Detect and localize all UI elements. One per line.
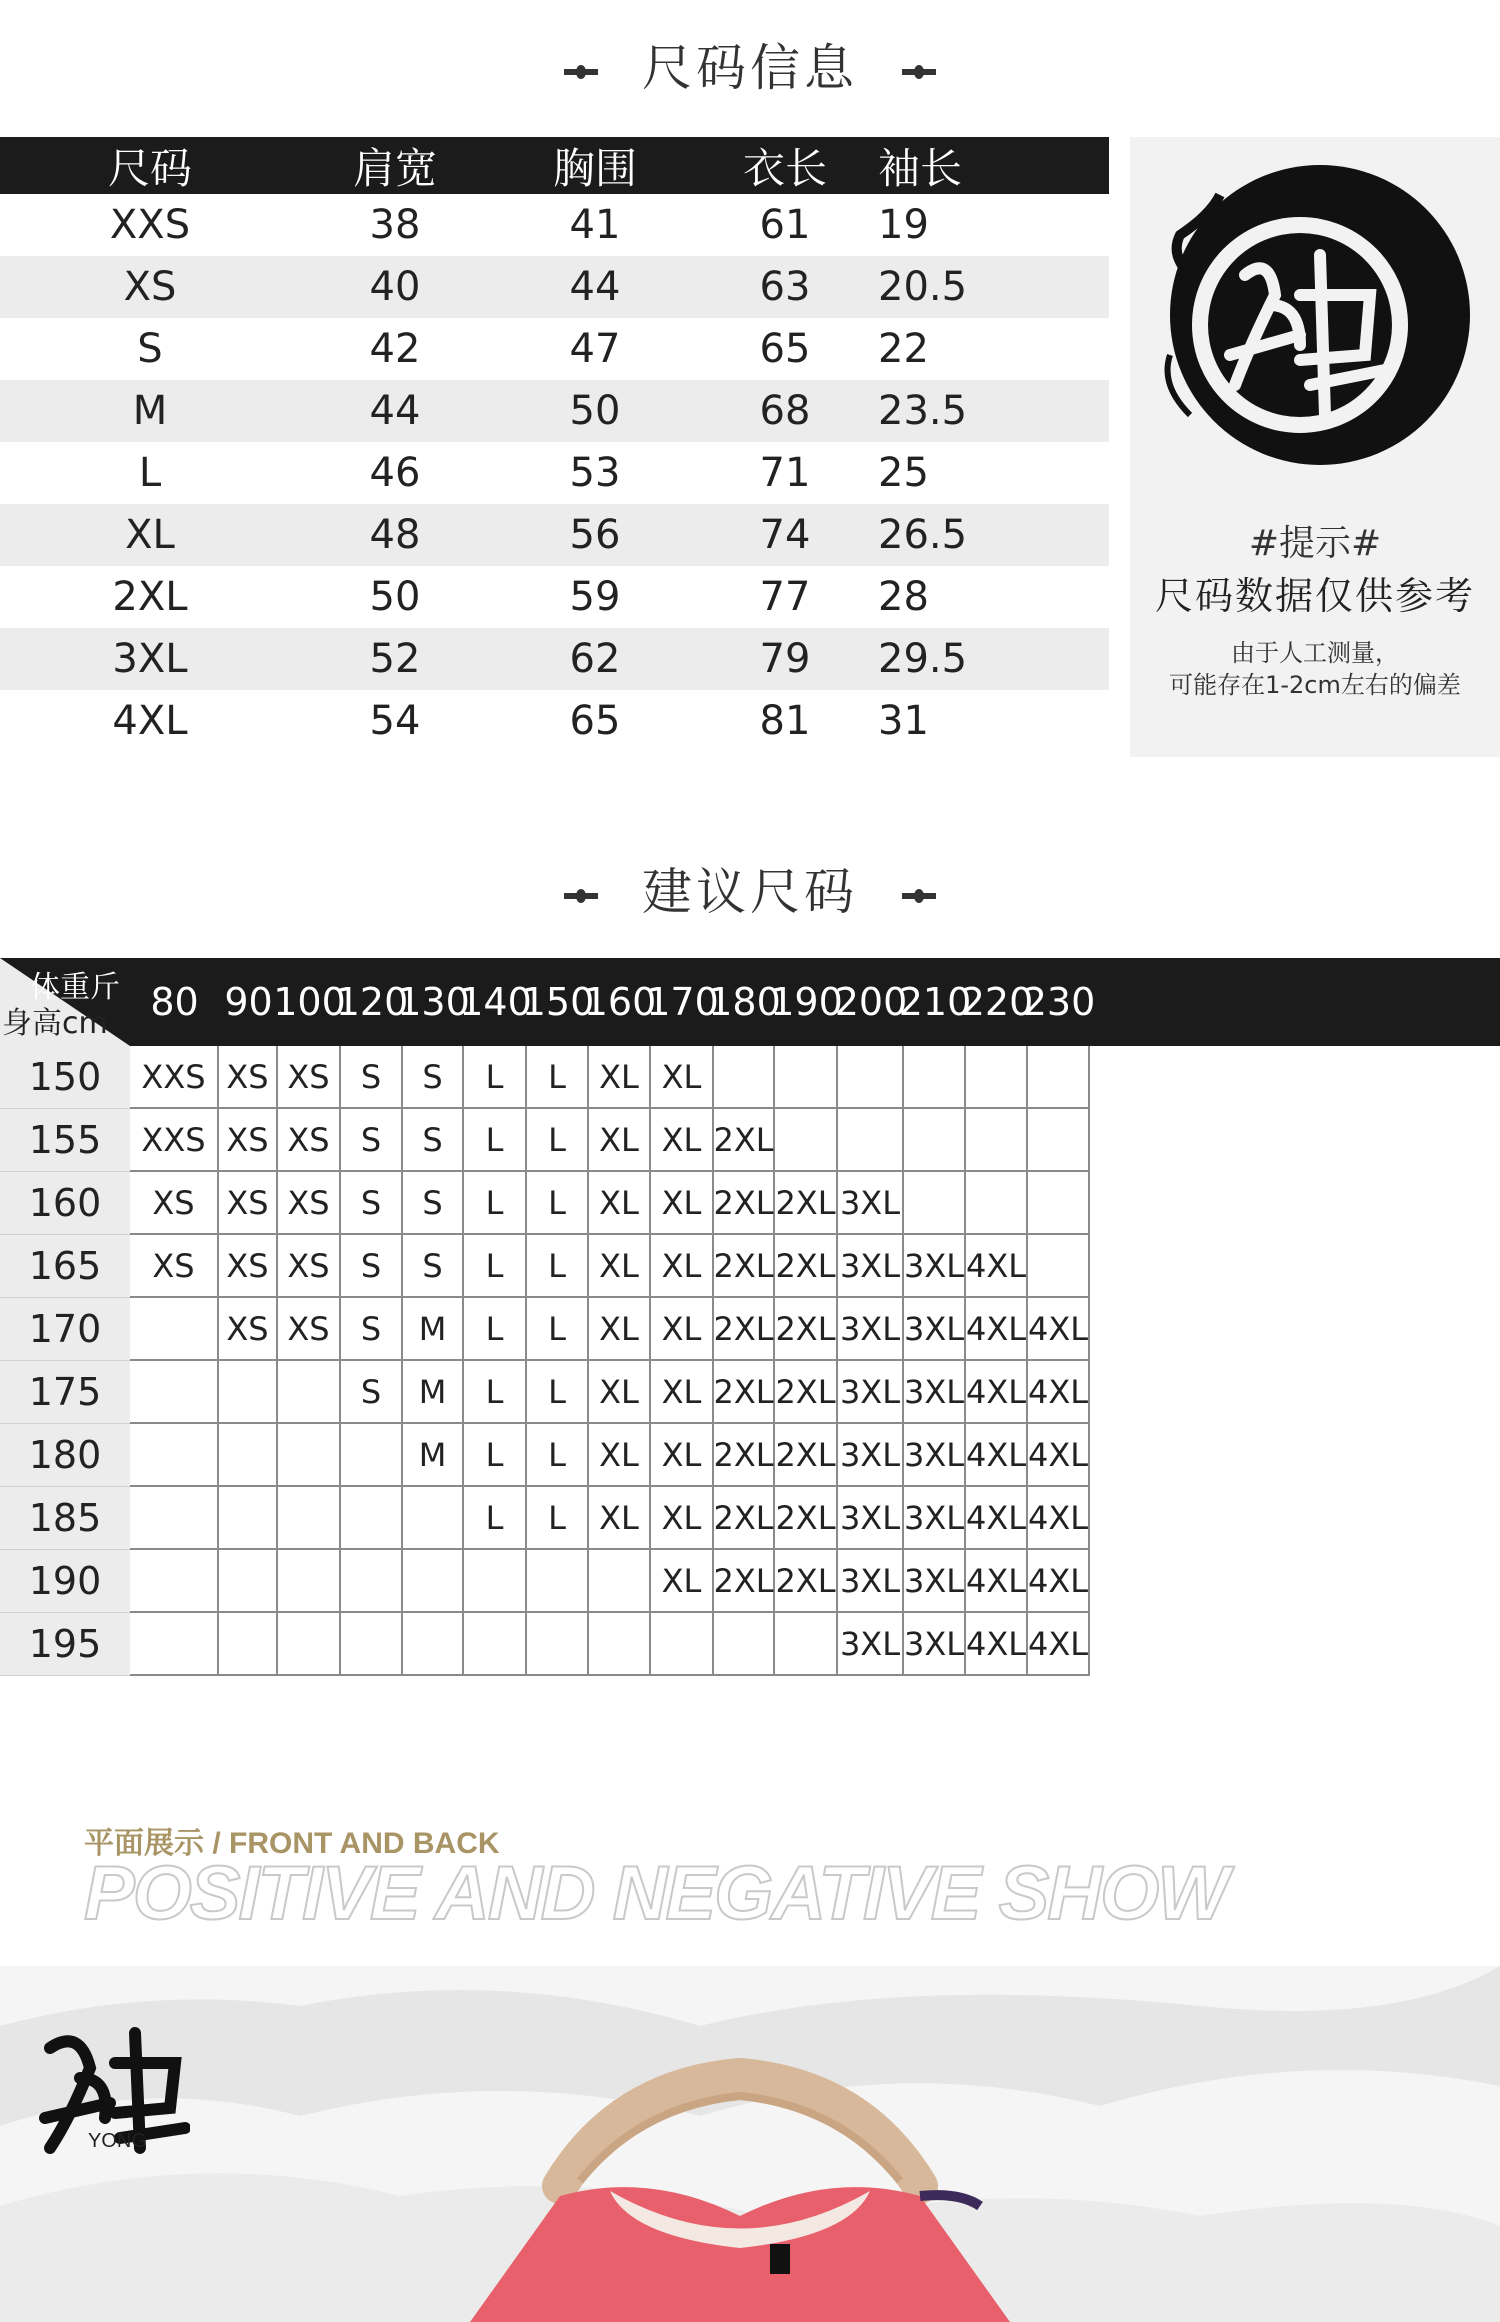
size-cell: 4XL <box>966 1550 1028 1613</box>
size-info-table <box>0 137 1109 752</box>
size-cell: XS <box>278 1109 341 1172</box>
corner-cell <box>0 958 130 1046</box>
size-cell: XL <box>589 1046 651 1109</box>
size-cell <box>904 1046 966 1109</box>
size-cell: L <box>464 1424 527 1487</box>
size-info-row <box>0 628 1109 690</box>
size-cell: 3XL <box>838 1613 904 1676</box>
heading-right-ornament <box>902 893 936 899</box>
recommend-row <box>0 1298 1500 1361</box>
size-cell: XL <box>589 1172 651 1235</box>
size-cell: XL <box>651 1361 714 1424</box>
size-cell: 4XL <box>966 1613 1028 1676</box>
cell-sleeve: 28 <box>878 574 929 620</box>
size-cell: S <box>341 1172 403 1235</box>
cell-sleeve: 23.5 <box>878 388 968 434</box>
heading-left-ornament <box>564 69 598 75</box>
size-cell: XL <box>651 1172 714 1235</box>
size-cell: M <box>403 1361 464 1424</box>
height-header: 165 <box>0 1235 130 1298</box>
cell-size: S <box>137 326 163 372</box>
size-cell: 2XL <box>714 1550 775 1613</box>
cell-length: 71 <box>759 450 811 496</box>
size-cell <box>527 1550 589 1613</box>
header-sleeve: 袖长 <box>878 143 963 193</box>
note-desc-line1: 由于人工测量， <box>1231 639 1399 667</box>
recommend-header-row <box>0 958 1500 1046</box>
size-cell: L <box>464 1298 527 1361</box>
size-cell <box>403 1550 464 1613</box>
size-cell <box>130 1550 219 1613</box>
size-cell <box>714 1613 775 1676</box>
height-header: 195 <box>0 1613 130 1676</box>
size-cell: 2XL <box>775 1298 838 1361</box>
size-info-row <box>0 690 1109 752</box>
size-cell: XL <box>651 1487 714 1550</box>
cell-length: 61 <box>759 202 811 248</box>
recommend-row <box>0 1235 1500 1298</box>
size-info-heading <box>0 28 1500 100</box>
size-cell: XS <box>219 1109 278 1172</box>
size-cell: 4XL <box>1028 1487 1090 1550</box>
size-cell <box>219 1361 278 1424</box>
size-cell: 3XL <box>904 1298 966 1361</box>
cell-shoulder: 50 <box>369 574 421 620</box>
heading-right-ornament <box>902 69 936 75</box>
note-title: #提示# <box>1248 523 1382 564</box>
weight-header: 90 <box>224 980 273 1024</box>
size-info-row <box>0 380 1109 442</box>
header-size: 尺码 <box>107 143 192 193</box>
cell-sleeve: 26.5 <box>878 512 968 558</box>
size-cell: XXS <box>130 1109 219 1172</box>
recommend-row <box>0 1109 1500 1172</box>
size-cell: 2XL <box>714 1235 775 1298</box>
size-cell: S <box>403 1046 464 1109</box>
recommend-row <box>0 1046 1500 1109</box>
size-cell <box>130 1361 219 1424</box>
cell-length: 77 <box>759 574 811 620</box>
size-cell: 3XL <box>838 1298 904 1361</box>
size-cell: XL <box>651 1298 714 1361</box>
size-cell: S <box>341 1298 403 1361</box>
cell-length: 65 <box>759 326 811 372</box>
size-cell: S <box>403 1172 464 1235</box>
cell-size: XL <box>125 512 175 558</box>
recommend-row <box>0 1613 1500 1676</box>
cell-length: 74 <box>759 512 811 558</box>
size-cell <box>219 1424 278 1487</box>
size-cell: 3XL <box>838 1172 904 1235</box>
size-cell: 2XL <box>775 1361 838 1424</box>
height-header: 155 <box>0 1109 130 1172</box>
cell-chest: 62 <box>569 636 621 682</box>
size-cell <box>278 1613 341 1676</box>
size-cell: L <box>527 1487 589 1550</box>
corner-height-label: 身高cm <box>2 1006 108 1041</box>
weight-header: 100 <box>273 980 346 1024</box>
size-info-row <box>0 318 1109 380</box>
cell-chest: 41 <box>569 202 621 248</box>
size-cell <box>775 1046 838 1109</box>
size-cell <box>775 1109 838 1172</box>
weight-header: 170 <box>646 980 719 1024</box>
recommend-heading <box>0 852 1500 924</box>
size-info-row <box>0 256 1109 318</box>
size-cell <box>1028 1109 1090 1172</box>
size-cell <box>714 1046 775 1109</box>
size-cell: 4XL <box>1028 1361 1090 1424</box>
recommend-body <box>0 1046 1500 1676</box>
cell-sleeve: 22 <box>878 326 929 372</box>
size-cell <box>775 1613 838 1676</box>
size-cell <box>527 1613 589 1676</box>
size-info-row <box>0 194 1109 256</box>
size-info-row <box>0 566 1109 628</box>
height-header: 185 <box>0 1487 130 1550</box>
size-cell: 4XL <box>966 1298 1028 1361</box>
size-cell: L <box>527 1361 589 1424</box>
size-cell: XXS <box>130 1046 219 1109</box>
size-cell: 3XL <box>838 1550 904 1613</box>
size-cell <box>341 1487 403 1550</box>
size-cell: 2XL <box>775 1235 838 1298</box>
corner-weight-label: 体重斤 <box>30 970 120 1005</box>
height-header: 175 <box>0 1361 130 1424</box>
header-shoulder: 肩宽 <box>352 143 437 193</box>
height-header: 170 <box>0 1298 130 1361</box>
size-cell: L <box>527 1109 589 1172</box>
size-cell: XL <box>651 1046 714 1109</box>
cell-size: XXS <box>109 202 191 248</box>
cell-shoulder: 40 <box>369 264 421 310</box>
size-cell: XL <box>651 1550 714 1613</box>
size-cell <box>278 1424 341 1487</box>
weight-header: 210 <box>898 980 972 1024</box>
size-cell: L <box>464 1172 527 1235</box>
size-cell <box>219 1487 278 1550</box>
size-cell <box>219 1613 278 1676</box>
height-header: 180 <box>0 1424 130 1487</box>
height-header: 160 <box>0 1172 130 1235</box>
size-cell <box>589 1613 651 1676</box>
size-cell <box>130 1613 219 1676</box>
size-cell: XL <box>589 1424 651 1487</box>
cell-shoulder: 42 <box>369 326 421 372</box>
cell-sleeve: 31 <box>878 698 929 744</box>
size-cell <box>403 1613 464 1676</box>
size-cell: 3XL <box>838 1235 904 1298</box>
cell-size: XS <box>123 264 177 310</box>
size-cell: 3XL <box>904 1487 966 1550</box>
size-cell: XS <box>278 1298 341 1361</box>
cell-size: 2XL <box>112 574 188 620</box>
cell-sleeve: 29.5 <box>878 636 968 682</box>
product-image <box>0 1966 1500 2322</box>
cell-chest: 47 <box>569 326 621 372</box>
header-chest: 胸围 <box>552 143 637 193</box>
size-cell <box>651 1613 714 1676</box>
recommend-title: 建议尺码 <box>642 863 858 921</box>
size-cell <box>130 1298 219 1361</box>
cell-shoulder: 48 <box>369 512 421 558</box>
size-cell <box>1028 1172 1090 1235</box>
product-illustration <box>0 1966 1500 2322</box>
front-back-label: 平面展示 / FRONT AND BACK <box>84 1827 500 1860</box>
size-cell: 2XL <box>775 1487 838 1550</box>
size-cell: XL <box>589 1109 651 1172</box>
size-cell <box>838 1046 904 1109</box>
cell-shoulder: 54 <box>369 698 421 744</box>
size-cell <box>1028 1235 1090 1298</box>
size-cell: 2XL <box>775 1172 838 1235</box>
size-cell: S <box>341 1235 403 1298</box>
cell-sleeve: 20.5 <box>878 264 968 310</box>
size-cell: 2XL <box>714 1109 775 1172</box>
size-cell: XS <box>130 1235 219 1298</box>
cell-length: 68 <box>759 388 811 434</box>
cell-size: M <box>132 388 168 434</box>
weight-header: 150 <box>521 980 595 1024</box>
size-cell: XL <box>651 1235 714 1298</box>
size-cell: L <box>527 1235 589 1298</box>
size-cell: XL <box>651 1109 714 1172</box>
size-cell: 4XL <box>1028 1424 1090 1487</box>
weight-header: 180 <box>708 980 781 1024</box>
size-cell: 2XL <box>714 1487 775 1550</box>
size-cell: XS <box>219 1298 278 1361</box>
cell-sleeve: 19 <box>878 202 929 248</box>
size-cell <box>130 1487 219 1550</box>
size-cell: 2XL <box>714 1361 775 1424</box>
recommend-row <box>0 1361 1500 1424</box>
size-cell: 2XL <box>714 1424 775 1487</box>
cell-chest: 50 <box>569 388 621 434</box>
cell-size: L <box>138 450 162 496</box>
size-cell <box>966 1046 1028 1109</box>
size-cell: 3XL <box>838 1361 904 1424</box>
size-cell: XL <box>589 1361 651 1424</box>
size-cell <box>341 1613 403 1676</box>
weight-header: 140 <box>459 980 532 1024</box>
size-cell: 4XL <box>1028 1613 1090 1676</box>
size-cell <box>130 1424 219 1487</box>
size-cell: 3XL <box>838 1487 904 1550</box>
size-cell: XS <box>219 1235 278 1298</box>
cell-chest: 56 <box>569 512 621 558</box>
size-cell: 2XL <box>714 1298 775 1361</box>
size-cell <box>341 1550 403 1613</box>
size-cell: 4XL <box>966 1235 1028 1298</box>
cell-chest: 59 <box>569 574 621 620</box>
size-cell <box>278 1550 341 1613</box>
weight-header: 120 <box>335 980 409 1024</box>
height-header: 150 <box>0 1046 130 1109</box>
size-info-row <box>0 504 1109 566</box>
size-cell: 2XL <box>714 1172 775 1235</box>
size-cell <box>464 1550 527 1613</box>
size-cell: 3XL <box>838 1424 904 1487</box>
cell-chest: 44 <box>569 264 621 310</box>
size-cell: 3XL <box>904 1550 966 1613</box>
weight-header: 200 <box>834 980 908 1024</box>
size-cell: XL <box>651 1424 714 1487</box>
size-cell: XS <box>130 1172 219 1235</box>
size-cell: 3XL <box>904 1613 966 1676</box>
size-cell: L <box>464 1109 527 1172</box>
size-cell <box>966 1172 1028 1235</box>
cell-chest: 65 <box>569 698 621 744</box>
size-cell: L <box>464 1046 527 1109</box>
weight-header: 230 <box>1022 980 1096 1024</box>
size-cell: XL <box>589 1235 651 1298</box>
size-cell <box>464 1613 527 1676</box>
size-cell: XS <box>278 1235 341 1298</box>
size-info-header-row <box>0 137 1109 194</box>
size-cell: 3XL <box>904 1235 966 1298</box>
size-cell: XS <box>278 1046 341 1109</box>
height-header: 190 <box>0 1550 130 1613</box>
size-cell <box>278 1487 341 1550</box>
size-info-row <box>0 442 1109 504</box>
size-cell: L <box>527 1424 589 1487</box>
size-cell: XS <box>219 1172 278 1235</box>
size-cell: XL <box>589 1298 651 1361</box>
cell-chest: 53 <box>569 450 621 496</box>
recommend-grid <box>0 958 1500 1676</box>
size-cell <box>1028 1046 1090 1109</box>
size-cell: 4XL <box>966 1424 1028 1487</box>
size-cell: S <box>341 1361 403 1424</box>
cell-size: 3XL <box>112 636 188 682</box>
size-cell: L <box>464 1361 527 1424</box>
size-cell <box>838 1109 904 1172</box>
size-cell: L <box>527 1298 589 1361</box>
note-subtitle: 尺码数据仅供参考 <box>1154 574 1475 618</box>
size-cell: 3XL <box>904 1361 966 1424</box>
size-cell: 3XL <box>904 1424 966 1487</box>
size-info-body <box>0 194 1109 752</box>
size-cell: 4XL <box>1028 1550 1090 1613</box>
size-cell <box>904 1109 966 1172</box>
cell-sleeve: 25 <box>878 450 929 496</box>
weight-header: 220 <box>960 980 1034 1024</box>
size-cell <box>278 1361 341 1424</box>
size-cell: XS <box>278 1172 341 1235</box>
front-back-title: POSITIVE AND NEGATIVE SHOW <box>84 1851 1227 1936</box>
size-cell: XL <box>589 1487 651 1550</box>
size-cell: 4XL <box>966 1361 1028 1424</box>
size-cell: S <box>403 1235 464 1298</box>
heading-left-ornament <box>564 893 598 899</box>
note-desc-line2: 可能存在1-2cm左右的偏差 <box>1169 671 1461 699</box>
weight-header: 190 <box>770 980 843 1024</box>
cell-shoulder: 52 <box>369 636 421 682</box>
weight-header: 160 <box>583 980 657 1024</box>
size-cell: 4XL <box>966 1487 1028 1550</box>
cell-length: 79 <box>759 636 811 682</box>
size-cell <box>341 1424 403 1487</box>
brand-label: YONG <box>88 2130 147 2152</box>
cell-length: 81 <box>759 698 811 744</box>
cell-shoulder: 38 <box>369 202 421 248</box>
weight-header: 80 <box>150 980 199 1024</box>
size-cell: L <box>464 1487 527 1550</box>
size-cell <box>904 1172 966 1235</box>
size-cell: 2XL <box>775 1424 838 1487</box>
size-cell <box>589 1550 651 1613</box>
size-cell: S <box>341 1109 403 1172</box>
size-cell: M <box>403 1424 464 1487</box>
cell-length: 63 <box>759 264 811 310</box>
size-info-title: 尺码信息 <box>642 39 858 97</box>
weight-header: 130 <box>397 980 470 1024</box>
size-cell: S <box>341 1046 403 1109</box>
size-cell: M <box>403 1298 464 1361</box>
size-cell: L <box>464 1235 527 1298</box>
recommend-row <box>0 1424 1500 1487</box>
size-cell <box>403 1487 464 1550</box>
du-calligraphy-icon <box>1150 155 1480 485</box>
size-cell: L <box>527 1172 589 1235</box>
size-cell: L <box>527 1046 589 1109</box>
recommend-row <box>0 1487 1500 1550</box>
cell-size: 4XL <box>112 698 188 744</box>
cell-shoulder: 44 <box>369 388 421 434</box>
header-length: 衣长 <box>742 143 827 193</box>
size-cell: XS <box>219 1046 278 1109</box>
size-cell: 2XL <box>775 1550 838 1613</box>
recommend-row <box>0 1172 1500 1235</box>
recommend-row <box>0 1550 1500 1613</box>
note-panel <box>1130 137 1500 757</box>
size-cell: S <box>403 1109 464 1172</box>
size-cell <box>966 1109 1028 1172</box>
cell-shoulder: 46 <box>369 450 421 496</box>
note-description <box>1130 637 1500 701</box>
size-cell: 4XL <box>1028 1298 1090 1361</box>
size-cell <box>219 1550 278 1613</box>
